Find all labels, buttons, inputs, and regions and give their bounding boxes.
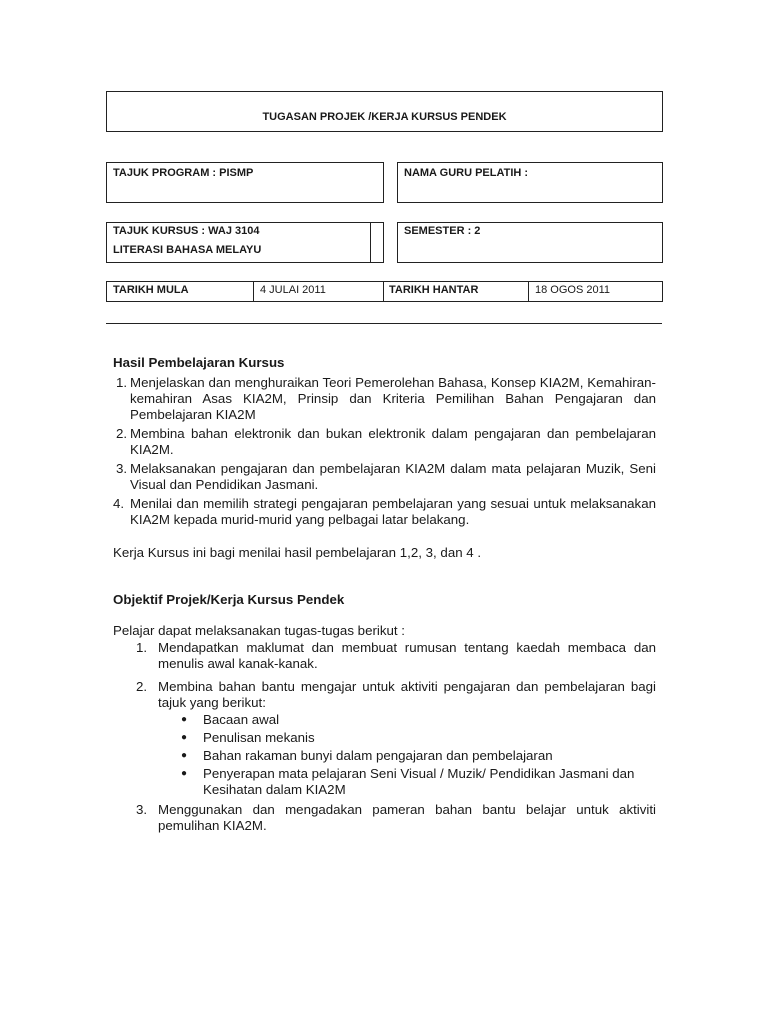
tarikh-mula-label: TARIKH MULA — [113, 284, 189, 296]
dates-divider-1 — [253, 282, 254, 301]
objektif-heading: Objektif Projek/Kerja Kursus Pendek — [113, 592, 345, 607]
objektif-intro: Pelajar dapat melaksanakan tugas-tugas berikut : — [113, 623, 405, 638]
objektif-item-text: Membina bahan bantu mengajar untuk aktiviti pengajaran dan pembelajaran bagi tajuk yang berikut: — [158, 679, 656, 710]
bullet-dot-icon: ● — [181, 750, 188, 761]
objektif-list — [113, 640, 656, 798]
title-box — [106, 91, 663, 132]
dates-box — [106, 281, 663, 302]
hasil-heading: Hasil Pembelajaran Kursus — [113, 355, 285, 370]
objektif-item-1 — [113, 640, 656, 672]
kursus-label: TAJUK KURSUS : WAJ 3104 — [113, 225, 260, 237]
hasil-item-text: Melaksanakan pengajaran dan pembelajaran KIA2M dalam mata pelajaran Muzik, Seni Visual dan Pendidikan Jasmani. — [130, 461, 656, 492]
hasil-item-text: Membina bahan elektronik dan bukan elektronik dalam pengajaran dan pembelajaran KIA2M. — [130, 426, 656, 457]
hasil-item-number: 1. — [116, 375, 128, 390]
hasil-item-number: 2. — [116, 426, 128, 441]
hasil-item-4 — [113, 496, 656, 528]
objektif-item-number: 2. — [136, 679, 148, 694]
hasil-item-2 — [113, 426, 656, 458]
hasil-list — [113, 375, 656, 528]
hasil-item-text: Menilai dan memilih strategi pengajaran pembelajaran yang sesuai untuk melaksanakan KIA2M kepada murid-murid yang pelbagai latar belakang. — [130, 496, 656, 527]
dates-divider-2 — [383, 282, 384, 301]
kursus-divider — [370, 223, 371, 262]
bullet-dot-icon: ● — [181, 768, 188, 779]
hasil-item-number: 3. — [116, 461, 128, 476]
objektif-item-3 — [113, 802, 656, 834]
objektif-item-text: Mendapatkan maklumat dan membuat rumusan tentang kaedah membaca dan menulis awal kanak-kanak. — [158, 640, 656, 671]
program-box — [106, 162, 384, 203]
objektif-item-2 — [113, 679, 656, 711]
bullet-text: Penulisan mekanis — [203, 730, 315, 745]
bullet-item — [113, 730, 656, 746]
kursus-box — [106, 222, 384, 263]
bullet-dot-icon: ● — [181, 732, 188, 743]
hasil-item-3 — [113, 461, 656, 493]
tarikh-mula-value: 4 JULAI 2011 — [260, 284, 326, 296]
objektif-item-text: Menggunakan dan mengadakan pameran bahan bantu belajar untuk aktiviti pemulihan KIA2M. — [158, 802, 656, 833]
dates-divider-3 — [528, 282, 529, 301]
objektif-item-number: 3. — [136, 802, 148, 817]
guru-box — [397, 162, 663, 203]
hasil-note: Kerja Kursus ini bagi menilai hasil pembelajaran 1,2, 3, dan 4 . — [113, 545, 482, 560]
bullet-text: Penyerapan mata pelajaran Seni Visual / Muzik/ Pendidikan Jasmani dan Kesihatan dalam KIA2M — [203, 766, 635, 797]
objektif-item-number: 1. — [136, 640, 148, 655]
objektif-item-3-wrap — [113, 802, 656, 834]
program-label: TAJUK PROGRAM : PISMP — [113, 167, 254, 179]
tarikh-hantar-label: TARIKH HANTAR — [389, 284, 479, 296]
semester-label: SEMESTER : 2 — [404, 225, 481, 237]
bullet-item — [113, 748, 656, 764]
hasil-item-number: 4. — [113, 496, 125, 511]
tarikh-hantar-value: 18 OGOS 2011 — [535, 284, 611, 296]
bullet-text: Bahan rakaman bunyi dalam pengajaran dan pembelajaran — [203, 748, 553, 763]
bullet-dot-icon: ● — [181, 714, 188, 725]
bullet-item — [113, 712, 656, 728]
divider-line — [106, 323, 662, 324]
kursus-name: LITERASI BAHASA MELAYU — [113, 244, 262, 256]
page-title: TUGASAN PROJEK /KERJA KURSUS PENDEK — [262, 111, 507, 123]
hasil-item-text: Menjelaskan dan menghuraikan Teori Pemerolehan Bahasa, Konsep KIA2M, Kemahiran-kemahiran Asas KIA2M, Prinsip dan Kriteria Pemilihan Bahan Pengajaran dan Pembelajaran KIA2M — [130, 375, 656, 422]
guru-label: NAMA GURU PELATIH : — [404, 167, 529, 179]
semester-box — [397, 222, 663, 263]
bullet-text: Bacaan awal — [203, 712, 280, 727]
hasil-item-1 — [113, 375, 656, 423]
bullet-item — [113, 766, 656, 798]
